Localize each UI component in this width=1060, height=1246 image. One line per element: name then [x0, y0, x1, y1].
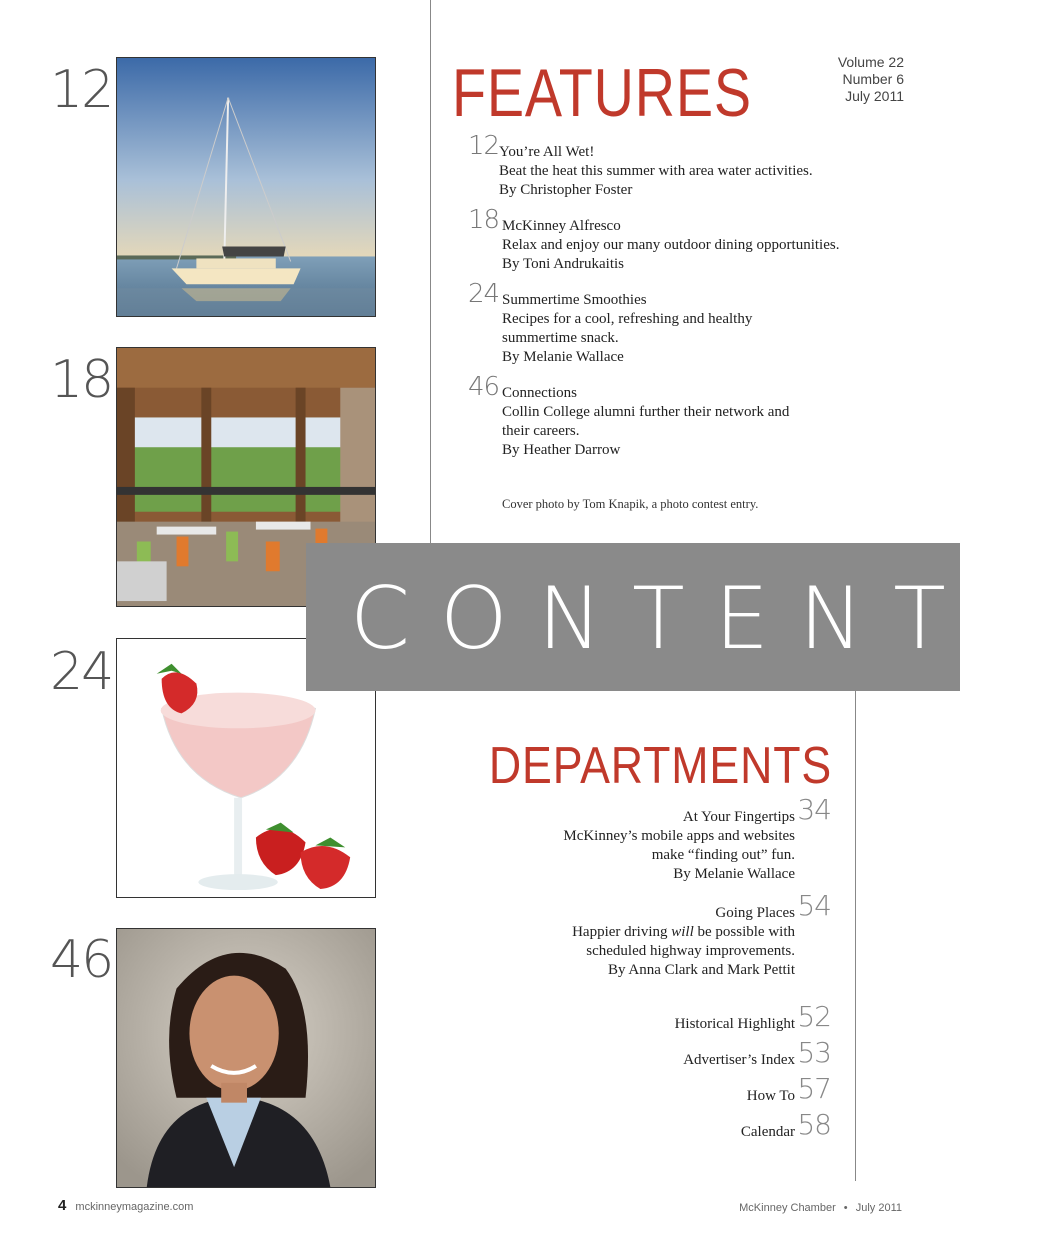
- department-item[interactable]: [455, 1036, 831, 1070]
- department-description: make “finding out” fun.: [651, 847, 795, 863]
- department-description: scheduled highway improvements.: [586, 943, 795, 959]
- department-byline: By Melanie Wallace: [673, 866, 795, 882]
- publisher-name: McKinney Chamber: [739, 1202, 836, 1214]
- feature-description: Recipes for a cool, refreshing and healthy: [502, 311, 753, 327]
- contents-banner: [306, 543, 1060, 691]
- feature-byline: By Christopher Foster: [499, 182, 633, 198]
- issue-date: July 2011: [845, 88, 904, 104]
- feature-page-number: 12: [468, 131, 500, 161]
- photo-number: 24: [50, 642, 113, 702]
- feature-byline: By Toni Andrukaitis: [502, 256, 625, 272]
- page-number: 4: [58, 1197, 67, 1214]
- feature-item[interactable]: [468, 279, 888, 367]
- feature-description: Beat the heat this summer with area water activities.: [499, 163, 813, 179]
- feature-headline[interactable]: Connections: [502, 385, 577, 401]
- description-text: Happier driving: [572, 924, 672, 940]
- feature-headline[interactable]: You’re All Wet!: [499, 144, 595, 160]
- feature-description: Collin College alumni further their network and: [502, 404, 790, 420]
- issue-info: [838, 54, 904, 105]
- cover-photo-credit: Cover photo by Tom Knapik, a photo contest entry.: [502, 497, 759, 511]
- department-headline[interactable]: How To: [746, 1088, 795, 1104]
- department-page-number: 53: [797, 1036, 831, 1069]
- departments-divider: [855, 691, 856, 1181]
- department-headline[interactable]: Going Places: [715, 905, 795, 921]
- feature-headline[interactable]: Summertime Smoothies: [502, 292, 647, 308]
- department-headline[interactable]: At Your Fingertips: [682, 809, 795, 825]
- portrait-photo[interactable]: [116, 928, 376, 1188]
- department-headline[interactable]: Historical Highlight: [674, 1016, 795, 1032]
- photo-number: 46: [50, 930, 113, 990]
- footer-separator: •: [843, 1202, 848, 1214]
- site-link[interactable]: mckinneymagazine.com: [75, 1201, 194, 1213]
- footer-date: July 2011: [855, 1202, 902, 1214]
- features-heading: FEATURES: [452, 55, 752, 131]
- feature-description: their careers.: [502, 423, 580, 439]
- feature-page-number: 24: [468, 279, 500, 309]
- photo-number: 18: [50, 350, 113, 410]
- description-text: be possible with: [693, 924, 795, 940]
- description-emphasis: will: [671, 924, 694, 940]
- footer-right: [739, 1202, 902, 1214]
- feature-page-number: 46: [468, 372, 500, 402]
- department-page-number: 57: [797, 1072, 831, 1105]
- department-item[interactable]: [455, 1000, 831, 1034]
- feature-item[interactable]: [468, 372, 888, 460]
- department-headline[interactable]: Calendar: [740, 1124, 795, 1140]
- department-item[interactable]: [455, 1108, 831, 1142]
- feature-page-number: 18: [468, 205, 500, 235]
- footer-left: [58, 1197, 193, 1214]
- department-byline: By Anna Clark and Mark Pettit: [607, 962, 795, 978]
- department-headline[interactable]: Advertiser’s Index: [683, 1052, 795, 1068]
- department-page-number: 58: [797, 1108, 831, 1141]
- department-item[interactable]: [455, 793, 831, 884]
- feature-byline: By Heather Darrow: [502, 442, 621, 458]
- departments-heading: DEPARTMENTS: [488, 737, 832, 795]
- sailboat-photo[interactable]: [116, 57, 376, 317]
- department-item[interactable]: [455, 1072, 831, 1106]
- feature-headline[interactable]: McKinney Alfresco: [502, 218, 621, 234]
- department-page-number: 52: [797, 1000, 831, 1033]
- feature-item[interactable]: [468, 205, 888, 274]
- feature-description: Relax and enjoy our many outdoor dining opportunities.: [502, 237, 840, 253]
- feature-description: summertime snack.: [502, 330, 619, 346]
- department-page-number: 54: [797, 889, 831, 922]
- contents-heading: CONTENTS: [350, 569, 1060, 669]
- number-label: Number 6: [842, 71, 904, 87]
- department-page-number: 34: [797, 793, 831, 826]
- department-item[interactable]: [455, 889, 831, 980]
- department-description: [455, 923, 795, 942]
- photo-number: 12: [50, 60, 113, 120]
- volume-label: Volume 22: [837, 54, 904, 70]
- department-description: McKinney’s mobile apps and websites: [563, 828, 795, 844]
- feature-byline: By Melanie Wallace: [502, 349, 624, 365]
- feature-item[interactable]: [468, 131, 888, 200]
- features-divider: [430, 0, 431, 543]
